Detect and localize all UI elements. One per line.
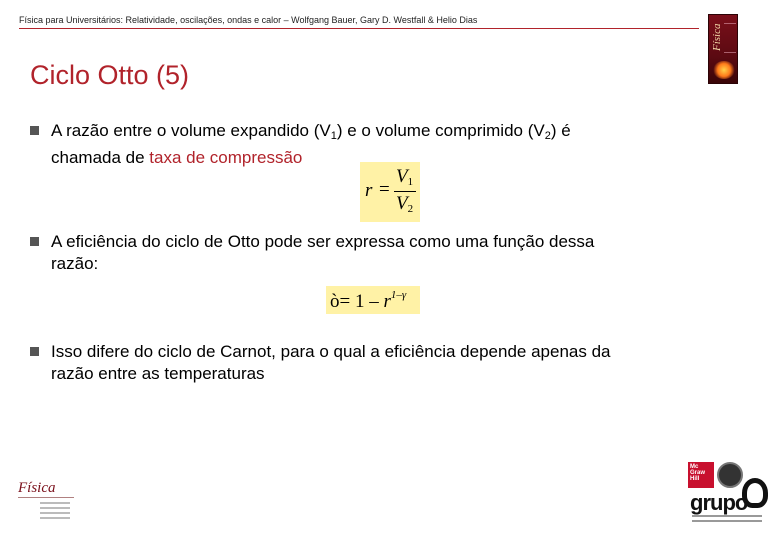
mcgraw-hill-logo-icon: Mc Graw Hill: [688, 462, 714, 488]
formula-denominator: $V_2$: [396, 193, 414, 215]
bullet-square-icon: [30, 347, 39, 356]
fisica-logo: Física: [18, 480, 56, 496]
fisica-logo-subtitle: [40, 502, 74, 522]
header-citation: Física para Universitários: Relatividade, oscilações, ondas e calor – Wolfgang Bauer, Gary D. Westfall & Helio Dias: [19, 15, 478, 25]
book-cover-lines: [724, 23, 736, 53]
efficiency-formula: [326, 286, 420, 314]
bullet-1-line-1: A razão entre o volume expandido $(V_1)$ e o volume comprimido $(V_2)$ é: [51, 121, 571, 142]
formula-equals: =: [379, 179, 390, 200]
formula-numerator: $V_1$: [396, 166, 414, 188]
efficiency-expression: ò= $1 - r^{1-\gamma}$: [330, 289, 407, 312]
seal-icon: [717, 462, 743, 488]
compression-ratio-term: taxa de compressão: [149, 148, 303, 167]
book-cover-flare: [713, 61, 735, 79]
grupo-a-logo-icon: [742, 478, 768, 508]
book-cover-icon: [708, 14, 738, 84]
bullet-1-line-2: chamada de taxa de compressão: [51, 148, 303, 167]
bullet-2-line-1: A eficiência do ciclo de Otto pode ser expressa como uma função dessa: [51, 232, 595, 251]
bullet-square-icon: [30, 126, 39, 135]
bullet-square-icon: [30, 237, 39, 246]
fisica-logo-rule: [18, 497, 74, 498]
grupo-logo-text: grupo: [690, 490, 748, 515]
fraction-bar: [394, 191, 416, 192]
bullet-2-line-2: razão:: [51, 254, 99, 273]
compression-ratio-formula: [360, 162, 420, 222]
book-cover-title: Física: [711, 23, 723, 51]
bullet-3-line-2: razão entre as temperaturas: [51, 364, 265, 383]
header-divider: [19, 28, 699, 29]
formula-r: r: [365, 180, 373, 201]
slide-title: Ciclo Otto (5): [30, 60, 190, 90]
bullet-3-line-1: Isso difere do ciclo de Carnot, para o qual a eficiência depende apenas da: [51, 342, 611, 361]
grupo-tagline: [692, 512, 772, 522]
